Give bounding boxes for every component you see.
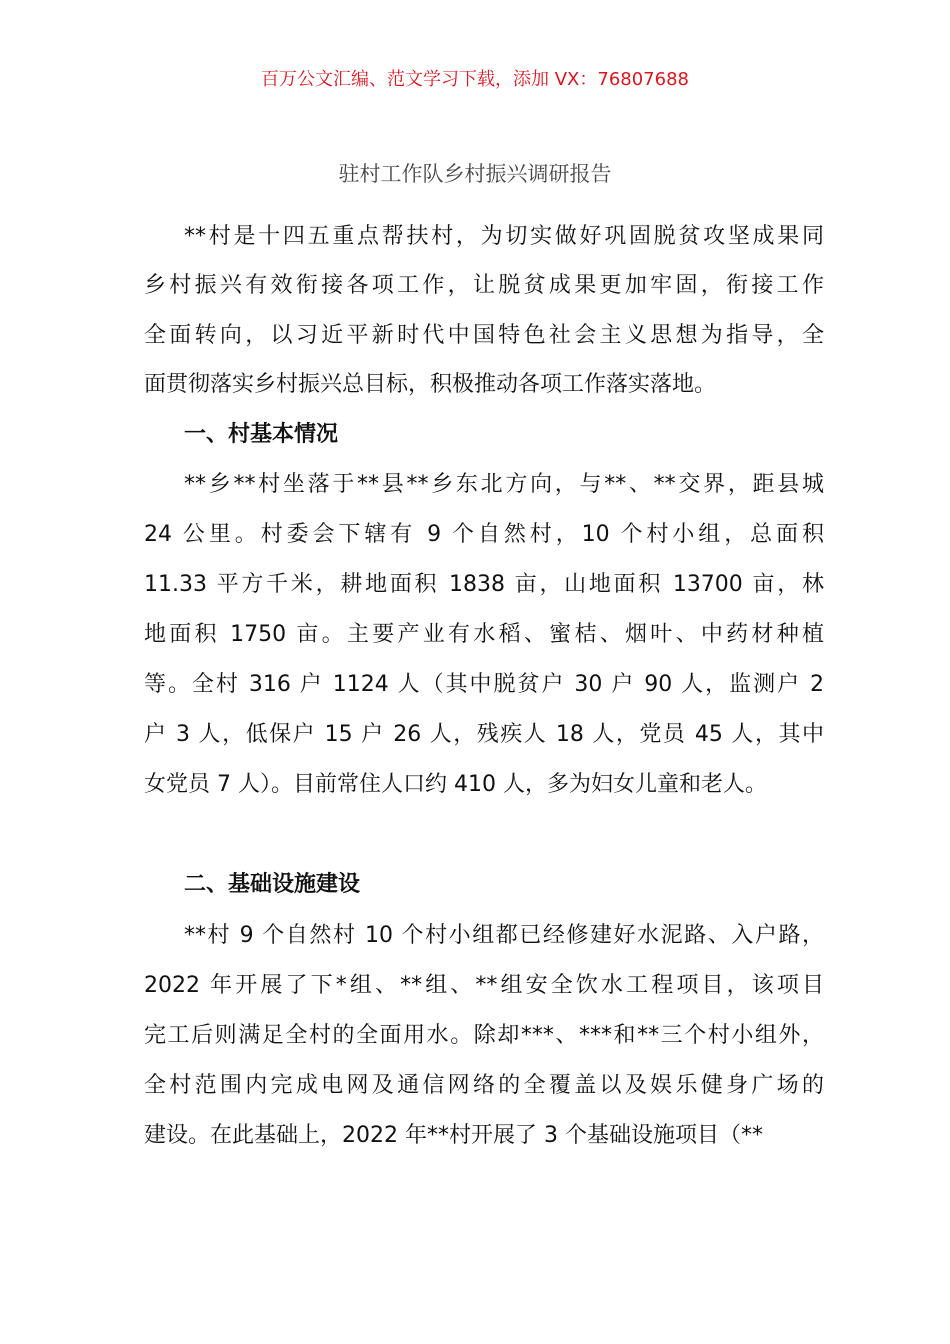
- section2-line: 全村范围内完成电网及通信网络的全覆盖以及娱乐健身广场的: [144, 1073, 824, 1098]
- section2-line: 建设。在此基础上，2022 年**村开展了 3 个基础设施项目（**: [144, 1123, 763, 1148]
- section-heading-basic-info: 一、村基本情况: [184, 422, 339, 447]
- intro-line: 面贯彻落实乡村振兴总目标，积极推动各项工作落实落地。: [144, 372, 717, 397]
- section2-line: **村 9 个自然村 10 个村小组都已经修建好水泥路、入户路，: [184, 923, 824, 948]
- watermark-banner: 百万公文汇编、范文学习下载，添加 VX：76807688: [261, 69, 689, 90]
- section1-line: **乡**村坐落于**县**乡东北方向，与**、**交界，距县城: [184, 472, 824, 497]
- section1-line: 地面积 1750 亩。主要产业有水稻、蜜桔、烟叶、中药材种植: [144, 622, 824, 647]
- page-title: 驻村工作队乡村振兴调研报告: [338, 162, 612, 186]
- section1-line: 11.33 平方千米，耕地面积 1838 亩，山地面积 13700 亩，林: [144, 572, 824, 597]
- intro-line: 全面转向，以习近平新时代中国特色社会主义思想为指导，全: [144, 323, 824, 348]
- section1-line: 女党员 7 人）。目前常住人口约 410 人，多为妇女儿童和老人。: [144, 772, 767, 797]
- section2-line: 2022 年开展了下*组、**组、**组安全饮水工程项目，该项目: [144, 973, 824, 998]
- section1-line: 户 3 人，低保户 15 户 26 人，残疾人 18 人，党员 45 人，其中: [144, 722, 824, 747]
- section2-line: 完工后则满足全村的全面用水。除却***、***和**三个村小组外，: [144, 1023, 824, 1048]
- intro-line: **村是十四五重点帮扶村，为切实做好巩固脱贫攻坚成果同: [184, 224, 824, 249]
- intro-line: 乡村振兴有效衔接各项工作，让脱贫成果更加牢固，衔接工作: [144, 273, 824, 298]
- section-heading-infrastructure: 二、基础设施建设: [184, 872, 361, 897]
- section1-line: 24 公里。村委会下辖有 9 个自然村，10 个村小组，总面积: [144, 522, 824, 547]
- section1-line: 等。全村 316 户 1124 人（其中脱贫户 30 户 90 人，监测户 2: [144, 672, 824, 697]
